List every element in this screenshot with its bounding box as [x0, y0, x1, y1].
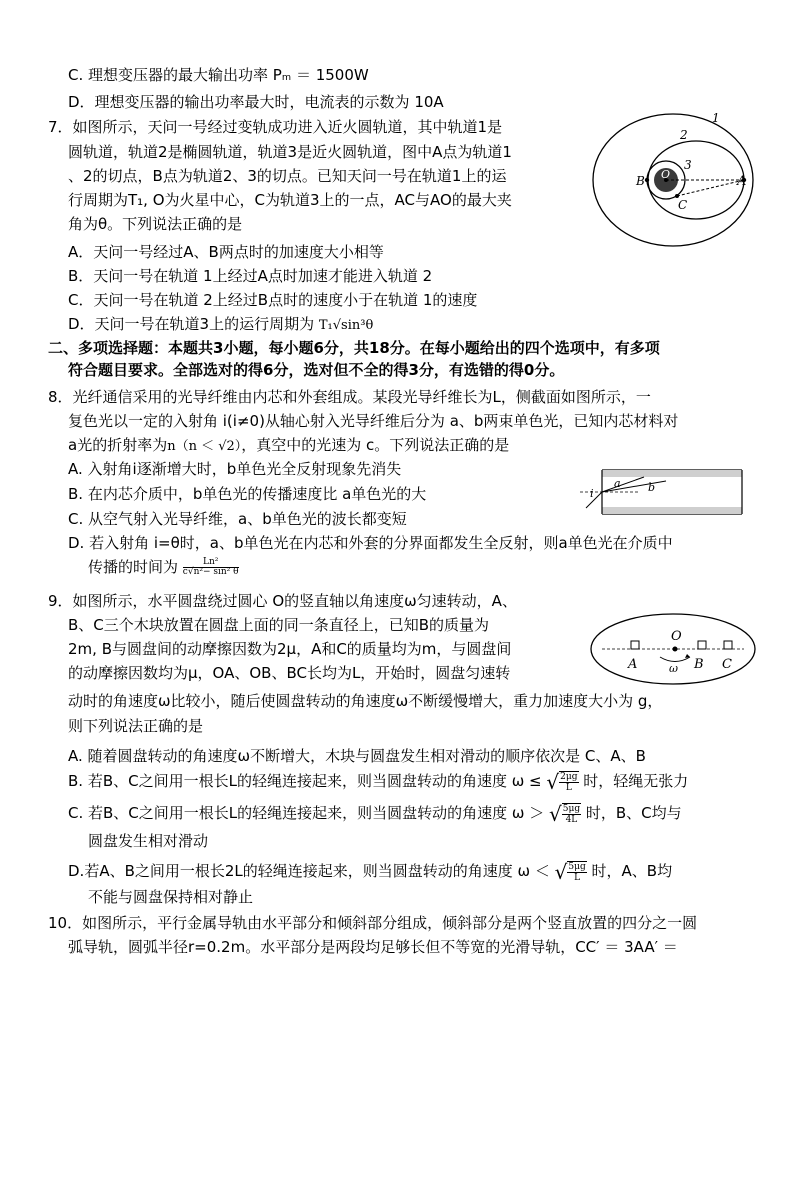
block-a [631, 641, 639, 649]
question-8-line-3 [68, 434, 509, 458]
label-1: 1 [712, 111, 720, 125]
label-a-ray: a [614, 477, 621, 490]
radical-sign: √ [549, 802, 562, 826]
figure-7-orbits [588, 108, 758, 250]
omega-d-den: L [574, 873, 581, 883]
label-2: 2 [680, 128, 688, 142]
radical-sign: √ [546, 770, 560, 794]
figure-8-fiber [578, 466, 748, 518]
time-denominator: c√n²− sin² θ [182, 567, 239, 577]
omega-b-num: 2μg [560, 772, 578, 782]
q9-option-d-tail: 时，A、B均 [591, 862, 673, 880]
q9-option-c-tail: 时，B、C均与 [585, 804, 682, 822]
omega-b-radical [546, 770, 578, 793]
q8-option-d-cont-text: 传播的时间为 [88, 558, 179, 576]
time-numerator: Ln² [183, 558, 239, 568]
q9-option-c [68, 802, 682, 825]
q9-option-b-text: B. 若B、C之间用一根长L的轻绳连接起来，则当圆盘转动的角速度 ω ≤ [68, 772, 542, 790]
omega-c-num: 5μg [562, 804, 581, 814]
question-9-line-2: B、C三个木块放置在圆盘上面的同一条直径上，已知B的质量为 [68, 616, 490, 634]
period-formula: T₁√sin³θ [318, 318, 374, 333]
q9-option-b [68, 770, 688, 793]
q7-option-d-text: D．天问一号在轨道3上的运行周期为 [68, 315, 315, 333]
question-7-line-4: 行周期为T₁, O为火星中心，C为轨道3上的一点，AC与AO的最大夹 [68, 191, 512, 209]
block-b [698, 641, 706, 649]
question-10-line-1: 10．如图所示，平行金属导轨由水平部分和倾斜部分组成，倾斜部分是两个竖直放置的四分之一圆 [48, 914, 698, 932]
question-7-line-1: 7．如图所示，天问一号经过变轨成功进入近火圆轨道，其中轨道1是 [48, 118, 503, 136]
q8-option-d: D. 若入射角 i=θ时，a、b单色光在内芯和外套的分界面都发生全反射，则a单色光在介质中 [68, 534, 673, 552]
q7-option-b: B．天问一号在轨道 1上经过A点时加速才能进入轨道 2 [68, 267, 433, 285]
ray-a [602, 477, 644, 492]
fiber-cladding-top [602, 470, 742, 477]
option-c-q6: C. 理想变压器的最大输出功率 Pₘ ＝ 1500W [68, 66, 369, 84]
question-7-line-3: 、2的切点，B点为轨道2、3的切点。已知天问一号在轨道1上的运 [68, 167, 507, 185]
label-3: 3 [684, 158, 692, 172]
incident-ray [586, 492, 602, 508]
label-o: O [661, 168, 671, 181]
q7-option-d [68, 313, 373, 337]
section-2-heading-2: 符合题目要求。全部选对的得6分，选对但不全的得3分，有选错的得0分。 [68, 361, 565, 379]
ray-b [602, 481, 666, 492]
refractive-index-condition: n（n ＜ √2） [167, 439, 242, 454]
question-8-line-1: 8．光纤通信采用的光导纤维由内芯和外套组成。某段光导纤维长为L，侧截面如图所示，一 [48, 388, 651, 406]
section-2-heading-1: 二、多项选择题：本题共3小题，每小题6分，共18分。在每小题给出的四个选项中，有多项 [48, 339, 660, 357]
q9-option-c-cont: 圆盘发生相对滑动 [88, 832, 209, 850]
question-7-line-5: 角为θ。下列说法正确的是 [68, 215, 243, 233]
radical-sign: √ [554, 860, 568, 884]
q9-option-d-text: D.若A、B之间用一根长2L的轻绳连接起来，则当圆盘转动的角速度 ω ＜ [68, 862, 550, 880]
label-b: B [636, 174, 645, 188]
label-c: C [678, 198, 688, 212]
q8-option-d-cont [88, 556, 239, 578]
label-b-block: B [694, 657, 704, 672]
omega-d-radical [555, 860, 587, 883]
q8-option-b: B. 在内芯介质中，b单色光的传播速度比 a单色光的大 [68, 485, 427, 503]
segment-ac [677, 180, 744, 196]
omega-c-radical [549, 802, 581, 825]
question-9-line-6: 则下列说法正确的是 [68, 717, 204, 735]
omega-b-den: L [565, 783, 572, 793]
question-9-line-1: 9．如图所示，水平圆盘绕过圆心 O的竖直轴以角速度ω匀速转动，A、 [48, 592, 517, 610]
q8-option-c: C. 从空气射入光导纤维，a、b单色光的波长都变短 [68, 510, 407, 528]
question-9-line-5: 动时的角速度ω比较小，随后使圆盘转动的角速度ω不断缓慢增大，重力加速度大小为 g， [68, 692, 663, 710]
block-c [724, 641, 732, 649]
q7-option-a: A．天问一号经过A、B两点时的加速度大小相等 [68, 243, 384, 261]
question-7-line-2: 圆轨道，轨道2是椭圆轨道，轨道3是近火圆轨道，图中A点为轨道1 [68, 143, 512, 161]
label-i: i [590, 487, 594, 500]
option-d-q6: D．理想变压器的输出功率最大时，电流表的示数为 10A [68, 93, 444, 111]
q9-option-d-cont: 不能与圆盘保持相对静止 [88, 888, 254, 906]
q7-option-c: C．天问一号在轨道 2上经过B点时的速度小于在轨道 1的速度 [68, 291, 478, 309]
omega-c-den: 4L [565, 815, 578, 825]
q9-option-b-tail: 时，轻绳无张力 [583, 772, 689, 790]
label-b-ray: b [648, 481, 656, 494]
q9-option-a: A. 随着圆盘转动的角速度ω不断增大，木块与圆盘发生相对滑动的顺序依次是 C、A、B [68, 747, 646, 765]
q8-option-a: A. 入射角i逐渐增大时，b单色光全反射现象先消失 [68, 460, 402, 478]
label-o-disc: O [671, 629, 682, 644]
omega-d-num: 5μg [568, 862, 586, 872]
center-o [673, 647, 678, 652]
q8-line3-b: ，真空中的光速为 c。下列说法正确的是 [241, 436, 510, 454]
q9-option-c-text: C. 若B、C之间用一根长L的轻绳连接起来，则当圆盘转动的角速度 ω ＞ [68, 804, 545, 822]
time-fraction [183, 558, 239, 577]
question-9-line-4: 的动摩擦因数均为μ，OA、OB、BC长均为L，开始时，圆盘匀速转 [68, 664, 511, 682]
fiber-cladding-bottom [602, 507, 742, 514]
label-a: A [737, 174, 747, 189]
q8-line3-a: a光的折射率为 [68, 436, 168, 454]
label-omega: ω [669, 662, 678, 675]
label-c-block: C [722, 657, 732, 672]
figure-9-disc [588, 610, 758, 688]
point-b [645, 178, 649, 182]
label-a-block: A [628, 657, 638, 672]
q9-option-d [68, 860, 672, 883]
question-8-line-2: 复色光以一定的入射角 i(i≠0)从轴心射入光导纤维后分为 a、b两束单色光，已知内芯材料对 [68, 412, 679, 430]
question-9-line-3: 2m, B与圆盘间的动摩擦因数为2μ，A和C的质量均为m，与圆盘间 [68, 640, 512, 658]
question-10-line-2: 弧导轨，圆弧半径r=0.2m。水平部分是两段均足够长但不等宽的光滑导轨，CC′ ＝ 3AA′ ＝ [68, 938, 678, 956]
